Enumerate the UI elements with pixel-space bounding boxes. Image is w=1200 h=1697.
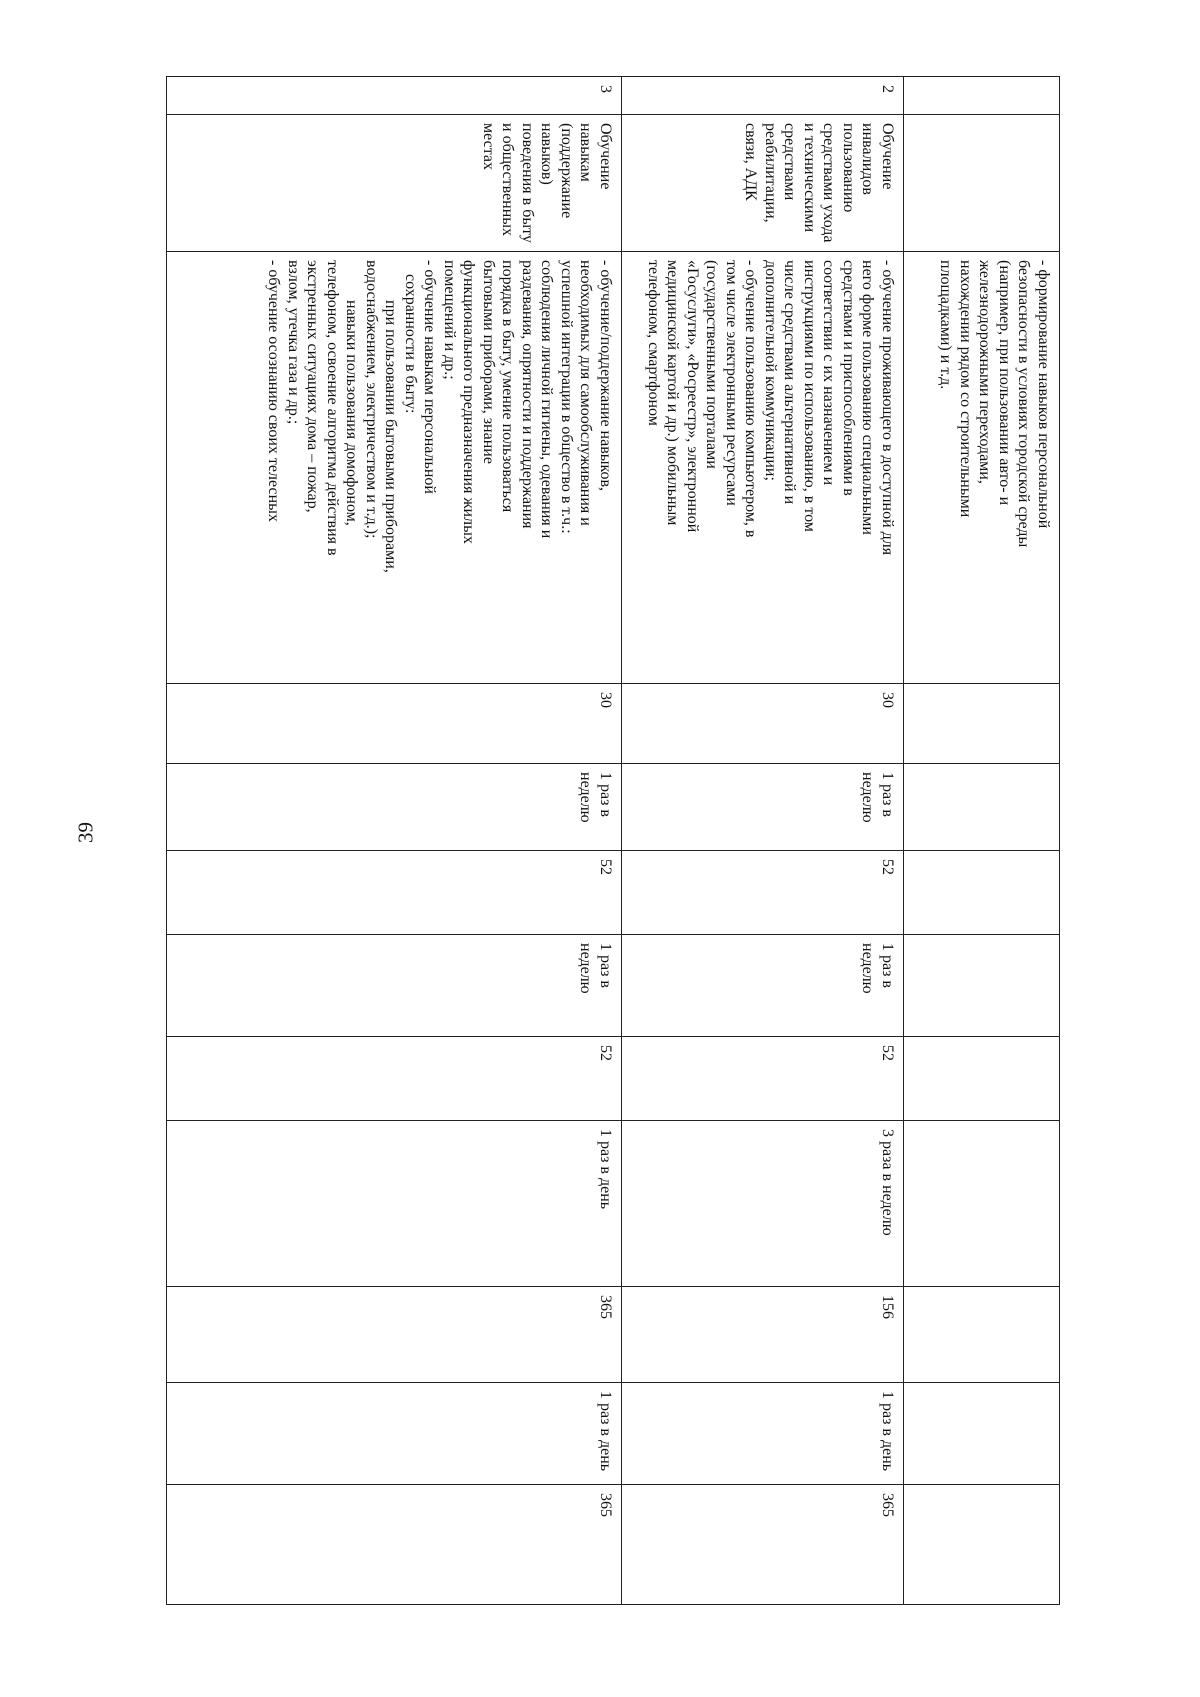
description-line: телефоном, смартфоном	[645, 260, 662, 426]
description-line: него форме пользованию специальными	[859, 260, 877, 535]
cell-value: 30	[622, 684, 904, 764]
service-name	[904, 115, 1060, 252]
cell-value: 1 раз в неделю	[167, 764, 622, 851]
cell-value: 1 раз в день	[167, 1121, 622, 1287]
cell-value: 365	[622, 1485, 904, 1605]
description-line: площадками) и т.д.	[937, 260, 955, 390]
description-line: помещений и др.;	[441, 260, 458, 380]
description-line: безопасности в условиях городской среды	[1015, 260, 1033, 548]
cell-value	[904, 764, 1060, 851]
description-line: - обучение навыкам персональной	[421, 260, 439, 494]
service-description	[904, 252, 1060, 684]
description-line: (государственными порталами	[703, 260, 721, 469]
cell-value	[904, 1121, 1060, 1287]
services-table	[166, 76, 1060, 1605]
description-line: (например, при пользовании авто- и	[996, 260, 1013, 506]
cell-value	[904, 1037, 1060, 1121]
description-line: экстренных ситуациях дома – пожар,	[304, 260, 322, 513]
cell-value: 52	[622, 1037, 904, 1121]
description-line: медицинской картой и др.) мобильным	[664, 260, 682, 526]
description-line: необходимых для самообслуживания и	[577, 260, 595, 526]
description-line: сохранности в быту:	[402, 274, 419, 414]
cell-value: 1 раз в день	[167, 1383, 622, 1485]
description-line: функционального предназначения жилых	[460, 260, 478, 544]
description-line: успешной интеграции в общество в т.ч.:	[558, 260, 575, 534]
description-line: том числе электронными ресурсами	[723, 260, 740, 506]
page-number: 39	[73, 822, 98, 843]
cell-value: 52	[167, 1037, 622, 1121]
cell-value	[904, 935, 1060, 1037]
description-line: соответствии с их назначением и	[820, 260, 838, 486]
cell-value: 52	[622, 851, 904, 935]
service-description	[167, 252, 622, 684]
cell-value: 1 раз в неделю	[167, 935, 622, 1037]
description-line: бытовыми приборами, знание	[480, 260, 497, 464]
description-line: соблюдения личной гигиены, одевания и	[538, 260, 556, 539]
cell-value: 3 раза в неделю	[622, 1121, 904, 1287]
description-line: водоснабжением, электричеством и т.д.);	[363, 260, 380, 539]
cell-value: 156	[622, 1287, 904, 1383]
description-line: средствами и приспособлениями в	[840, 260, 857, 496]
description-line: взлом, утечка газа и др.;	[285, 260, 302, 425]
table-row	[167, 77, 622, 1605]
table-row	[622, 77, 904, 1605]
cell-value: 30	[167, 684, 622, 764]
description-line: порядка в быту, умение пользоваться	[499, 260, 517, 513]
description-line: железнодорожными переходами,	[976, 260, 994, 484]
row-number: 2	[622, 77, 904, 115]
description-line: раздевания, опрятности и поддержания	[519, 260, 536, 529]
description-line: «Госуслуги», «Росреестр», электронной	[684, 260, 701, 533]
service-name: Обучение навыкам (поддержание навыков) поведения в быту и общественных местах	[167, 115, 622, 252]
cell-value	[904, 684, 1060, 764]
description-line: нахождении рядом со строительными	[957, 260, 974, 518]
table-row	[904, 77, 1060, 1605]
description-line: числе средствами альтернативной и	[781, 260, 799, 505]
description-line: инструкциями по использованию, в том	[801, 260, 818, 532]
description-line: - обучение пользованию компьютером, в	[742, 260, 760, 538]
cell-value	[904, 1383, 1060, 1485]
description-line: - обучение/поддержание навыков,	[597, 260, 614, 492]
description-line: при пользовании бытовыми приборами,	[382, 300, 400, 573]
cell-value: 1 раз в неделю	[622, 764, 904, 851]
cell-value: 365	[167, 1287, 622, 1383]
description-line: дополнительной коммуникации;	[762, 260, 779, 481]
row-number: 3	[167, 77, 622, 115]
cell-value	[904, 1485, 1060, 1605]
cell-value	[904, 1287, 1060, 1383]
description-line: - обучение осознанию своих телесных	[265, 260, 283, 522]
cell-value: 1 раз в неделю	[622, 935, 904, 1037]
description-line: - обучение проживающего в доступной для	[879, 260, 896, 556]
description-line: навыки пользования домофоном,	[343, 300, 361, 526]
description-line: телефоном, освоение алгоритма действия в	[324, 260, 341, 556]
row-number	[904, 77, 1060, 115]
cell-value: 52	[167, 851, 622, 935]
cell-value	[904, 851, 1060, 935]
service-description	[622, 252, 904, 684]
description-line: - формирование навыков персональной	[1035, 260, 1052, 529]
cell-value: 1 раз в день	[622, 1383, 904, 1485]
rotated-table-container	[167, 76, 1060, 1604]
cell-value: 365	[167, 1485, 622, 1605]
service-name: Обучение инвалидов пользованию средствами ухода и техническими средствами реабилитации, связи, АДК	[622, 115, 904, 252]
